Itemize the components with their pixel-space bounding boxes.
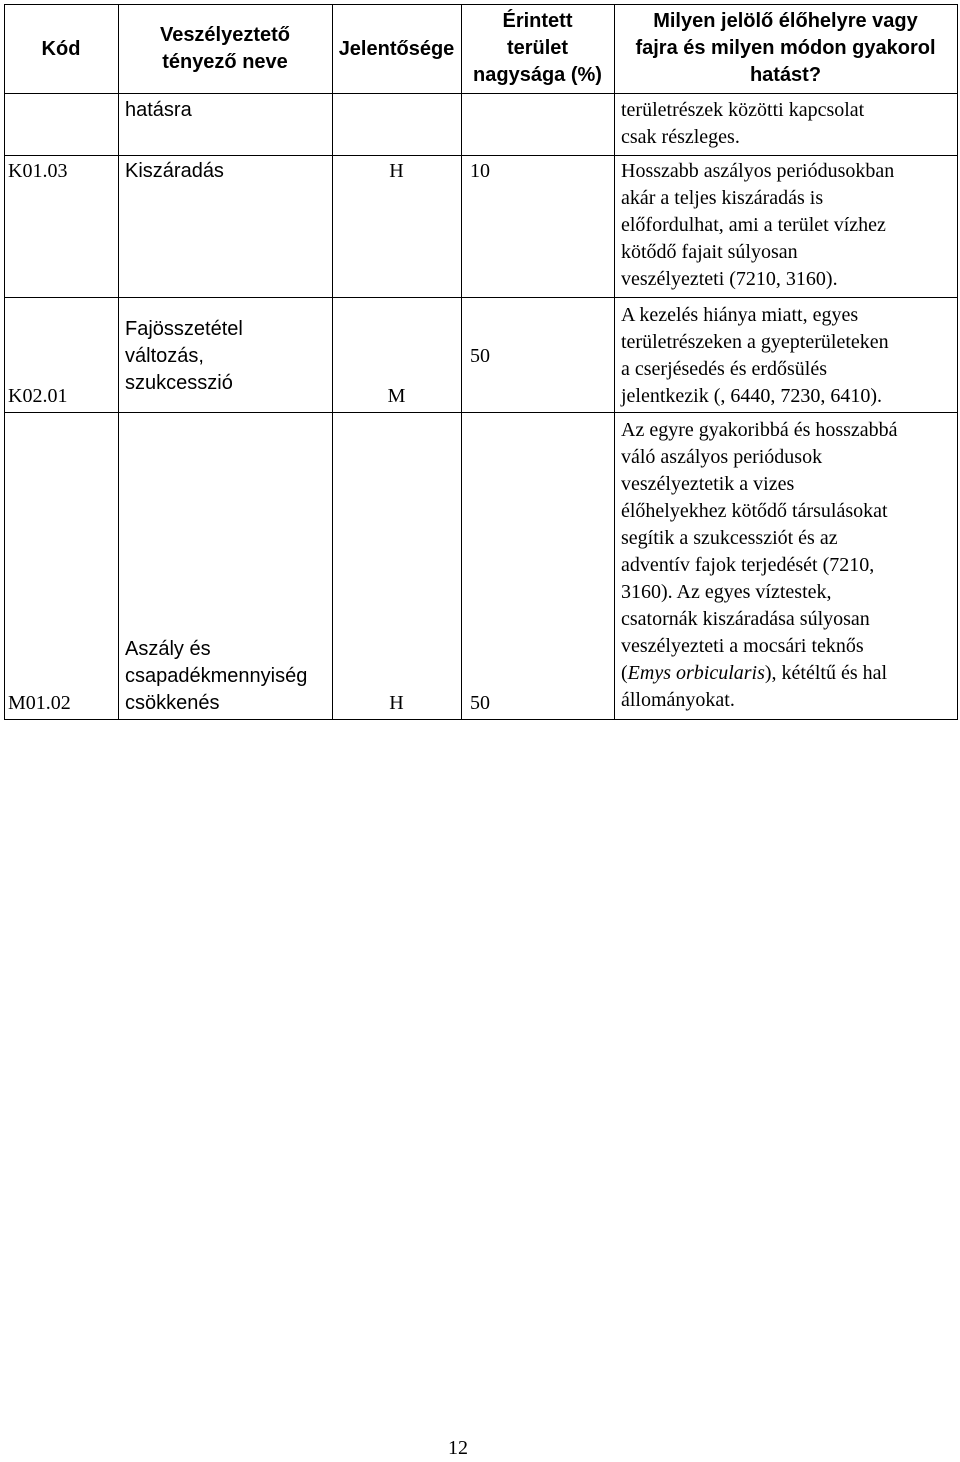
row-k0201-effect-line2: területrészeken a gyepterületeken [621, 331, 889, 353]
header-terulet-line1: Érintett [502, 10, 573, 32]
row-m0102-name-line1: Aszály és [125, 638, 211, 660]
row-m0102-effect-line9: veszélyezteti a mocsári teknős [621, 635, 864, 657]
row-m0102-effect-line6: adventív fajok terjedését (7210, [621, 554, 875, 576]
row-k0103-name: Kiszáradás [125, 160, 224, 182]
row-k0103-area: 10 [470, 160, 490, 182]
header-jelentosege: Jelentősége [338, 38, 455, 60]
row-m0102-effect-line10 [621, 660, 887, 687]
row-k0201-effect-line4: jelentkezik (, 6440, 7230, 6410). [621, 385, 883, 407]
row-m0102-effect-line2: váló aszályos periódusok [621, 446, 823, 468]
row-divider-header [4, 93, 957, 94]
row-k0201-name-line3: szukcesszió [125, 372, 233, 394]
row-k0201-significance: M [387, 385, 406, 407]
header-hatas-line2: fajra és milyen módon gyakorol [635, 37, 936, 59]
table-border-bottom [4, 719, 957, 720]
header-hatas-line3: hatást? [749, 64, 822, 86]
row-k0201-code: K02.01 [8, 385, 68, 407]
row-m0102-paren-open: ( [621, 662, 628, 684]
row-k0103-effect-line4: kötődő fajait súlyosan [621, 241, 798, 263]
row-k0201-effect-line1: A kezelés hiánya miatt, egyes [621, 304, 859, 326]
row-m0102-name-line2: csapadékmennyiség [125, 665, 308, 687]
continuation-effect-line2: csak részleges. [621, 126, 740, 148]
row-k0201-name-line1: Fajösszetétel [125, 318, 243, 340]
row-m0102-after-species: ), kétéltű és hal [764, 662, 888, 684]
continuation-effect-line1: területrészek közötti kapcsolat [621, 99, 865, 121]
column-divider-right [957, 4, 958, 720]
row-k0201-area: 50 [470, 345, 490, 367]
row-k0103-code: K01.03 [8, 160, 68, 182]
header-kod: Kód [41, 38, 81, 60]
row-k0201-name-line2: változás, [125, 345, 204, 367]
row-m0102-significance: H [389, 692, 404, 714]
header-hatas-line1: Milyen jelölő élőhelyre vagy [653, 10, 918, 32]
continuation-name: hatásra [125, 99, 192, 121]
row-m0102-code: M01.02 [8, 692, 71, 714]
row-k0103-effect-line3: előfordulhat, ami a terület vízhez [621, 214, 886, 236]
column-divider-tenyezo [332, 4, 333, 720]
row-m0102-effect-line3: veszélyeztetik a vizes [621, 473, 795, 495]
row-m0102-effect-line4: élőhelyekhez kötődő társulásokat [621, 500, 888, 522]
page-number: 12 [448, 1437, 468, 1459]
row-k0103-significance: H [389, 160, 404, 182]
row-k0103-effect-line2: akár a teljes kiszáradás is [621, 187, 824, 209]
column-divider-kod [118, 4, 119, 720]
row-k0201-effect-line3: a cserjésedés és erdősülés [621, 358, 828, 380]
header-terulet-line2: terület [506, 37, 569, 59]
row-m0102-species-name: Emys orbicularis [627, 662, 765, 684]
row-m0102-effect-line5: segítik a szukcessziót és az [621, 527, 838, 549]
row-m0102-effect-line1: Az egyre gyakoribbá és hosszabbá [621, 419, 898, 441]
header-tenyezo-line2: tényező neve [162, 51, 288, 73]
row-divider-k0201 [4, 412, 957, 413]
row-divider-k0103 [4, 297, 957, 298]
row-divider-continuation [4, 155, 957, 156]
row-k0103-effect-line1: Hosszabb aszályos periódusokban [621, 160, 895, 182]
row-m0102-area: 50 [470, 692, 490, 714]
row-k0103-effect-line5: veszélyezteti (7210, 3160). [621, 268, 838, 290]
column-divider-terulet [614, 4, 615, 720]
row-m0102-name-line3: csökkenés [125, 692, 220, 714]
table-border-top [4, 4, 957, 5]
header-tenyezo-line1: Veszélyeztető [159, 24, 291, 46]
row-m0102-effect-line8: csatornák kiszáradása súlyosan [621, 608, 870, 630]
header-terulet-line3: nagysága (%) [473, 64, 602, 86]
row-m0102-effect-line11: állományokat. [621, 689, 735, 711]
column-divider-left [4, 4, 5, 720]
row-m0102-effect-line7: 3160). Az egyes víztestek, [621, 581, 832, 603]
